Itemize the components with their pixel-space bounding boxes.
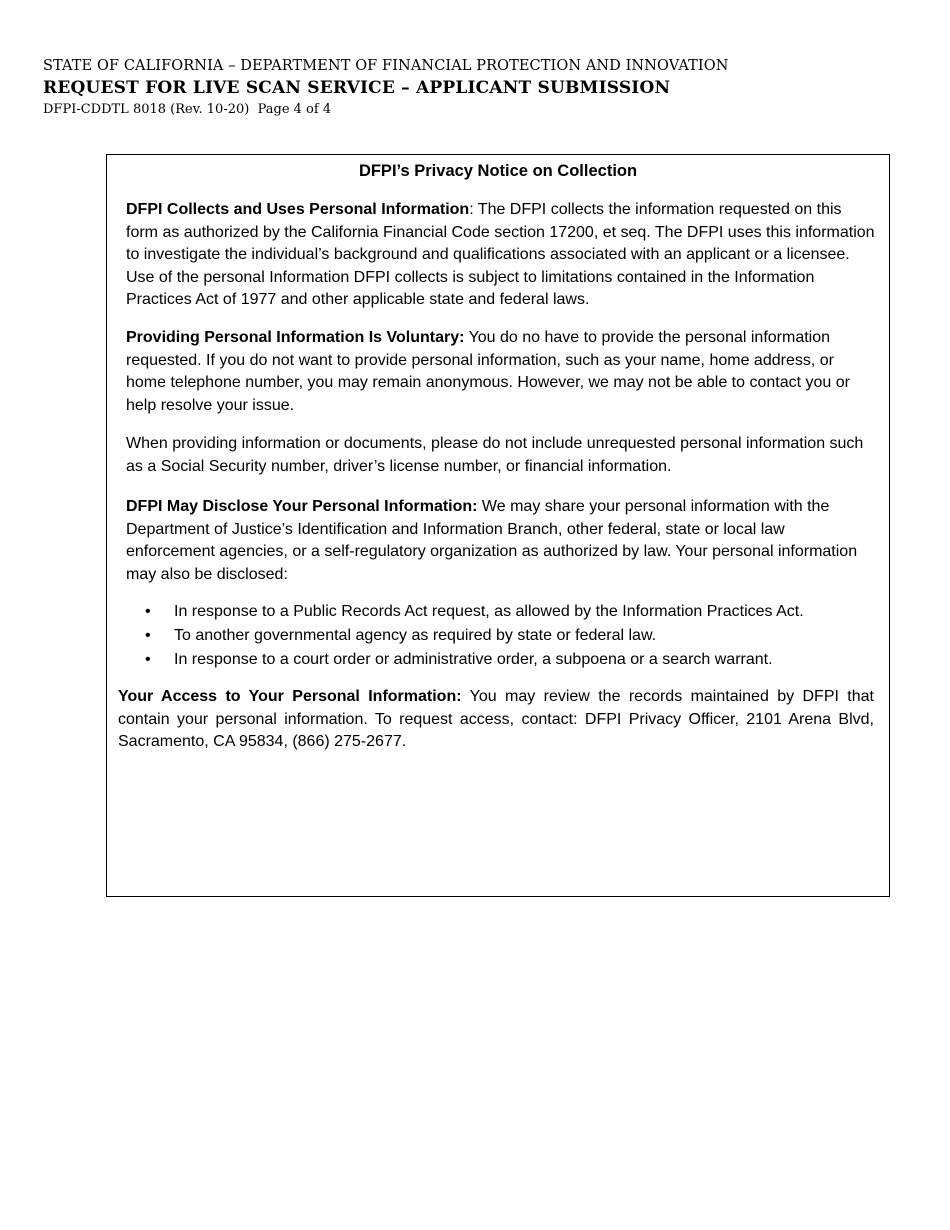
privacy-notice-box <box>106 154 890 897</box>
disclosure-list <box>126 600 875 672</box>
bullet-icon: • <box>145 603 151 620</box>
disclose-paragraph <box>126 496 875 586</box>
access-body: You may review the records maintained by DFPI that contain your personal information. To request access, contact: DFPI Privacy Officer, 2101 Arena Blvd, Sacramento, CA 95834, (866) 275-2677. <box>118 688 874 750</box>
list-item-text: In response to a Public Records Act request, as allowed by the Information Practices Act. <box>174 603 804 620</box>
list-item-text: To another governmental agency as required by state or federal law. <box>174 627 657 644</box>
list-item <box>126 600 875 624</box>
access-paragraph <box>118 686 874 754</box>
bullet-icon: • <box>145 627 151 644</box>
disclose-heading: DFPI May Disclose Your Personal Information: <box>126 498 478 515</box>
form-title: REQUEST FOR LIVE SCAN SERVICE – APPLICANT SUBMISSION <box>43 78 671 98</box>
list-item-text: In response to a court order or administrative order, a subpoena or a search warrant. <box>174 651 773 668</box>
form-header <box>43 56 728 120</box>
access-heading: Your Access to Your Personal Information: <box>118 688 462 705</box>
agency-name: STATE OF CALIFORNIA – DEPARTMENT OF FINANCIAL PROTECTION AND INNOVATION <box>43 58 729 74</box>
collects-paragraph <box>126 199 875 312</box>
collects-body: : The DFPI collects the information requested on this form as authorized by the California Financial Code section 17200, et seq. The DFPI uses this information to investigate the individual’s background and qualifications associated with an applicant or a licensee. Use of the personal Information DFPI collects is subject to limitations contained in the Information Practices Act of 1977 and other applicable state and federal laws. <box>126 201 875 308</box>
collects-heading: DFPI Collects and Uses Personal Information <box>126 201 470 218</box>
voluntary-body: You do no have to provide the personal information requested. If you do not want to provide personal information, such as your name, home address, or home telephone number, you may remain anonymous. However, we may not be able to contact you or help resolve your issue. <box>126 329 850 414</box>
list-item <box>126 624 875 648</box>
list-item <box>126 648 875 672</box>
voluntary-paragraph <box>126 327 875 417</box>
unrequested-info-paragraph: When providing information or documents, please do not include unrequested personal information such as a Social Security number, driver’s license number, or financial information. <box>126 435 864 475</box>
voluntary-heading: Providing Personal Information Is Voluntary: <box>126 329 465 346</box>
notice-title: DFPI’s Privacy Notice on Collection <box>358 162 638 180</box>
disclose-body: We may share your personal information with the Department of Justice’s Identification and Information Branch, other federal, state or local law enforcement agencies, or a self-regulatory organization as authorized by law. Your personal information may also be disclosed: <box>126 498 858 583</box>
form-id: DFPI-CDDTL 8018 (Rev. 10-20) Page 4 of 4 <box>43 102 332 117</box>
bullet-icon: • <box>145 651 151 668</box>
